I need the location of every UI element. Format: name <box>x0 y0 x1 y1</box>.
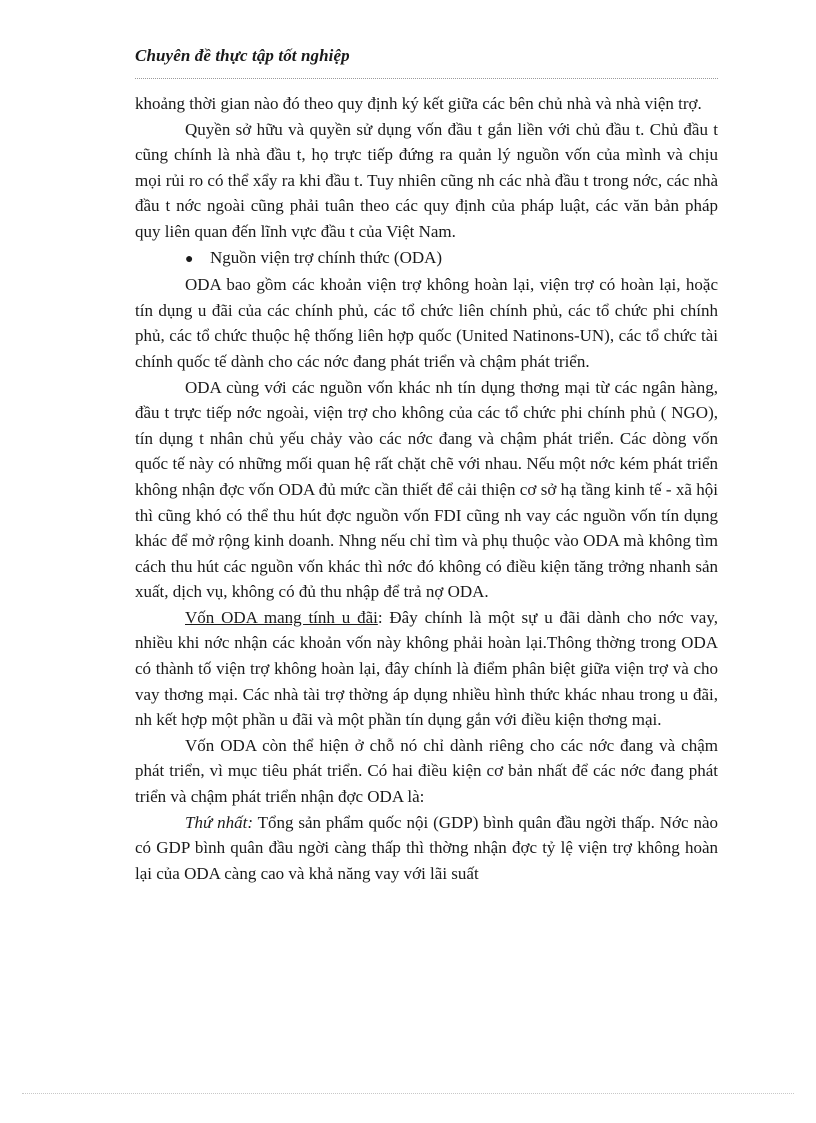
paragraph-oda-preferential <box>135 605 718 733</box>
paragraph-oda-flows: ODA cùng với các nguồn vốn khác nh tín dụng thơng mại từ các ngân hàng, đầu t trực tiếp nớc ngoài, viện trợ cho không của các tổ chức phi chính phủ ( NGO), tín dụng t nhân chủ yếu chảy vào các nớc đang và chậm phát triển. Các dòng vốn quốc tế này có những mối quan hệ rất chặt chẽ với nhau. Nếu một nớc kém phát triển không nhận đợc vốn ODA đủ mức cần thiết để cải thiện cơ sở hạ tầng kinh tế - xã hội thì cũng khó có thể thu hút đợc nguồn vốn FDI cũng nh vay các nguồn vốn tín dụng khác để mở rộng kinh doanh. Nhng nếu chỉ tìm và phụ thuộc vào ODA mà không tìm cách thu hút các nguồn vốn khác thì nớc đó không có điều kiện tăng trởng nhanh sản xuất, dịch vụ, không có đủ thu nhập để trả nợ ODA. <box>135 377 718 602</box>
paragraph-oda-conditions: Vốn ODA còn thể hiện ở chỗ nó chỉ dành riêng cho các nớc đang và chậm phát triển, vì mục tiêu phát triển. Có hai điều kiện cơ bản nhất để các nớc đang phát triển và chậm phát triển nhận đợc ODA là: <box>135 735 718 807</box>
header-divider <box>135 78 718 79</box>
paragraph-text: : Đây chính là một sự u đãi dành cho nớc vay, nhiều khi nớc nhận các khoản vốn này không phải hoàn lại.Thông thờng trong ODA có thành tố viện trợ không hoàn lại, đây chính là điểm phân biệt giữa viện trợ và cho vay thơng mại. Các nhà tài trợ thờng áp dụng nhiều hình thức khác nhau trong u đãi, nh kết hợp một phần u đãi và một phần tín dụng gắn với điều kiện thơng mại. <box>135 607 718 730</box>
running-header: Chuyên đề thực tập tốt nghiệp <box>135 46 350 65</box>
bullet-item-oda <box>135 245 718 273</box>
bullet-icon: ● <box>185 251 194 267</box>
paragraph-ownership: Quyền sở hữu và quyền sử dụng vốn đầu t gắn liền với chủ đầu t. Chủ đầu t cũng chính là nhà đầu t, họ trực tiếp đứng ra quản lý nguồn vốn của mình và chịu mọi rủi ro có thể xẩy ra khi đầu t. Tuy nhiên cũng nh các nhà đầu t trong nớc, các nhà đầu t nớc ngoài cũng phải tuân theo các quy định của pháp luật, các văn bản pháp quy liên quan đến lĩnh vực đầu t của Việt Nam. <box>135 119 718 241</box>
document-body <box>135 91 718 886</box>
paragraph-first-condition <box>135 810 718 887</box>
footer-divider <box>22 1093 794 1094</box>
italic-lead: Thứ nhất: <box>185 812 253 832</box>
underlined-lead: Vốn ODA mang tính u đãi <box>185 607 378 627</box>
paragraph-oda-definition: ODA bao gồm các khoản viện trợ không hoàn lại, viện trợ có hoàn lại, hoặc tín dụng u đãi của các chính phủ, các tổ chức liên chính phủ, các tổ chức phi chính phủ, các tổ chức thuộc hệ thống liên hợp quốc (United Natinons-UN), các tổ chức tài chính quốc tế dành cho các nớc đang phát triển và chậm phát triển. <box>135 275 718 371</box>
bullet-item-label: Nguồn viện trợ chính thức (ODA) <box>210 247 443 267</box>
paragraph-continuation: khoảng thời gian nào đó theo quy định ký kết giữa các bên chủ nhà và nhà viện trợ. <box>135 94 702 113</box>
paragraph-text: Tổng sản phẩm quốc nội (GDP) bình quân đầu ngời thấp. Nớc nào có GDP bình quân đầu ngời càng thấp thì thờng nhận đợc tỷ lệ viện trợ không hoàn lại của ODA càng cao và khả năng vay với lãi suất <box>135 812 718 883</box>
